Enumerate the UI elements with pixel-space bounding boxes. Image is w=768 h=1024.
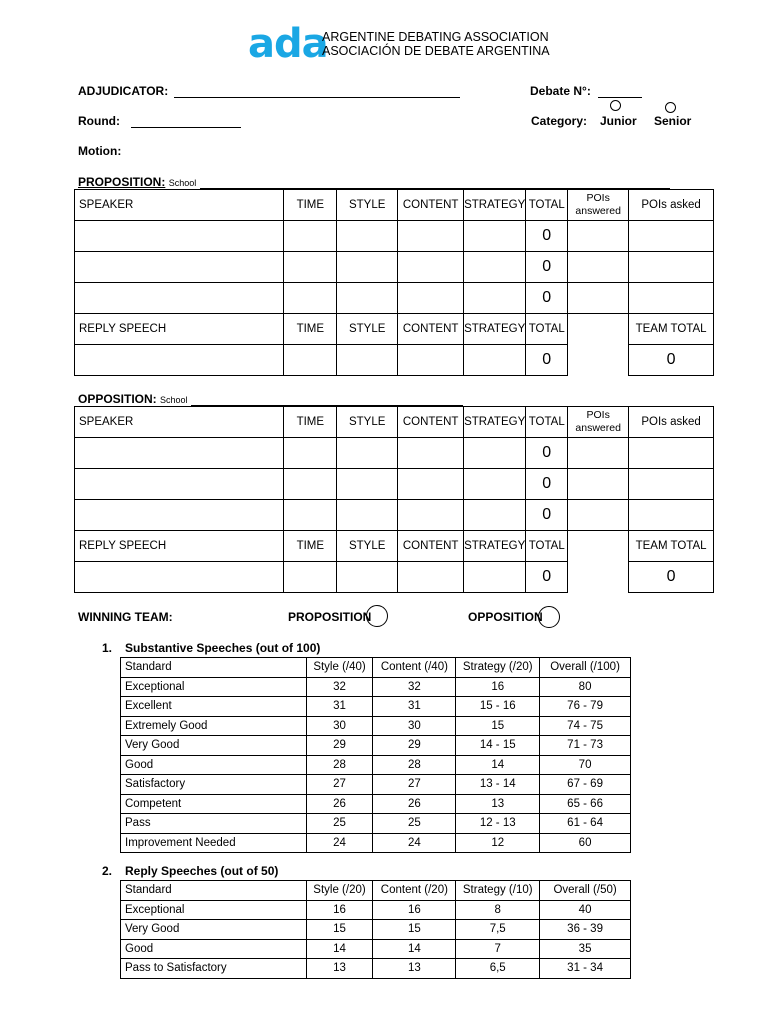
- adjudicator-label: ADJUDICATOR:: [78, 84, 169, 98]
- col-time: TIME: [284, 190, 337, 221]
- col-total: TOTAL: [526, 314, 568, 345]
- table-row: [121, 755, 631, 775]
- value-cell: 80: [540, 677, 631, 697]
- col-strategy: STRATEGY: [464, 407, 526, 438]
- content-cell[interactable]: [398, 438, 464, 469]
- proposition-school-line: [200, 176, 670, 189]
- col-strategy: Strategy (/10): [456, 881, 540, 901]
- content-cell[interactable]: [398, 221, 464, 252]
- style-cell[interactable]: [337, 438, 398, 469]
- reply-speaker-cell[interactable]: [75, 562, 284, 593]
- table-row: [121, 814, 631, 834]
- pois-asked-cell[interactable]: [629, 500, 714, 531]
- value-cell: 14: [306, 939, 373, 959]
- value-cell: 8: [456, 900, 540, 920]
- reply-number: 2.: [102, 864, 113, 878]
- standard-cell: Good: [121, 755, 307, 775]
- standard-cell: Pass: [121, 814, 307, 834]
- value-cell: 30: [373, 716, 456, 736]
- table-row: [121, 920, 631, 940]
- substantive-standards-table: [120, 657, 631, 853]
- value-cell: 32: [373, 677, 456, 697]
- value-cell: 30: [306, 716, 373, 736]
- table-row: [121, 697, 631, 717]
- winning-proposition-label: PROPOSITION: [288, 610, 372, 624]
- col-style: STYLE: [337, 190, 398, 221]
- proposition-school-field[interactable]: [78, 175, 670, 189]
- content-cell[interactable]: [398, 345, 464, 376]
- table-row: [121, 939, 631, 959]
- table-row: [75, 283, 714, 314]
- value-cell: 31: [373, 697, 456, 717]
- value-cell: 13: [373, 959, 456, 979]
- value-cell: 29: [373, 736, 456, 756]
- table-row: [75, 500, 714, 531]
- table-row: [121, 900, 631, 920]
- reply-total-cell: 0: [526, 345, 568, 376]
- pois-answered-cell[interactable]: [568, 469, 629, 500]
- standard-cell: Pass to Satisfactory: [121, 959, 307, 979]
- time-cell[interactable]: [284, 438, 337, 469]
- reply-standards-table: [120, 880, 631, 979]
- standard-cell: Satisfactory: [121, 775, 307, 795]
- col-total: TOTAL: [526, 407, 568, 438]
- style-cell[interactable]: [337, 345, 398, 376]
- value-cell: 14 - 15: [456, 736, 540, 756]
- value-cell: 15: [373, 920, 456, 940]
- substantive-number: 1.: [102, 641, 113, 655]
- opposition-school-label: School: [160, 395, 188, 405]
- time-cell[interactable]: [284, 252, 337, 283]
- pois-asked-cell[interactable]: [629, 469, 714, 500]
- col-style: Style (/20): [306, 881, 373, 901]
- value-cell: 35: [540, 939, 631, 959]
- content-cell[interactable]: [398, 283, 464, 314]
- col-style: STYLE: [337, 407, 398, 438]
- col-total: TOTAL: [526, 190, 568, 221]
- col-total: TOTAL: [526, 531, 568, 562]
- value-cell: 27: [373, 775, 456, 795]
- value-cell: 61 - 64: [540, 814, 631, 834]
- proposition-score-table: [74, 189, 714, 376]
- table-row: [121, 775, 631, 795]
- table-row: [75, 221, 714, 252]
- value-cell: 6,5: [456, 959, 540, 979]
- pois-asked-cell[interactable]: [629, 252, 714, 283]
- col-reply-speech: REPLY SPEECH: [75, 314, 284, 345]
- team-total-label: TEAM TOTAL: [629, 314, 714, 345]
- table-row: [75, 345, 714, 376]
- value-cell: 14: [456, 755, 540, 775]
- speaker-cell[interactable]: [75, 500, 284, 531]
- junior-radio[interactable]: [610, 100, 621, 111]
- value-cell: 16: [456, 677, 540, 697]
- team-total-cell: 0: [629, 345, 714, 376]
- proposition-winner-radio[interactable]: [366, 605, 388, 627]
- org-name-en: ARGENTINE DEBATING ASSOCIATION: [322, 30, 549, 44]
- style-cell[interactable]: [337, 469, 398, 500]
- value-cell: 32: [306, 677, 373, 697]
- junior-label: Junior: [600, 114, 637, 128]
- value-cell: 25: [373, 814, 456, 834]
- col-style: STYLE: [337, 531, 398, 562]
- debate-number-field[interactable]: [530, 84, 642, 98]
- team-total-cell: 0: [629, 562, 714, 593]
- value-cell: 15: [306, 920, 373, 940]
- speaker-cell[interactable]: [75, 469, 284, 500]
- content-cell[interactable]: [398, 252, 464, 283]
- category-label: Category:: [531, 114, 588, 128]
- total-cell: 0: [526, 500, 568, 531]
- proposition-school-label: School: [168, 178, 197, 188]
- opposition-label: OPPOSITION:: [78, 392, 157, 406]
- standard-cell: Exceptional: [121, 900, 307, 920]
- col-content: CONTENT: [398, 190, 464, 221]
- value-cell: 74 - 75: [540, 716, 631, 736]
- col-content: Content (/20): [373, 881, 456, 901]
- value-cell: 25: [306, 814, 373, 834]
- value-cell: 12 - 13: [456, 814, 540, 834]
- time-cell[interactable]: [284, 221, 337, 252]
- col-standard: Standard: [121, 881, 307, 901]
- style-cell[interactable]: [337, 221, 398, 252]
- strategy-cell[interactable]: [464, 500, 526, 531]
- pois-asked-cell[interactable]: [629, 283, 714, 314]
- pois-answered-cell[interactable]: [568, 252, 629, 283]
- senior-label: Senior: [654, 114, 692, 128]
- value-cell: 67 - 69: [540, 775, 631, 795]
- value-cell: 16: [373, 900, 456, 920]
- value-cell: 13 - 14: [456, 775, 540, 795]
- speaker-cell[interactable]: [75, 438, 284, 469]
- col-content: Content (/40): [373, 658, 456, 678]
- standard-cell: Good: [121, 939, 307, 959]
- standard-cell: Extremely Good: [121, 716, 307, 736]
- total-cell: 0: [526, 221, 568, 252]
- col-content: CONTENT: [398, 314, 464, 345]
- total-cell: 0: [526, 469, 568, 500]
- strategy-cell[interactable]: [464, 221, 526, 252]
- standard-cell: Very Good: [121, 736, 307, 756]
- debate-number-label: Debate N°:: [530, 84, 591, 98]
- opposition-school-line: [191, 393, 463, 406]
- col-standard: Standard: [121, 658, 307, 678]
- col-speaker: SPEAKER: [75, 190, 284, 221]
- value-cell: 28: [373, 755, 456, 775]
- senior-radio[interactable]: [665, 102, 676, 113]
- col-overall: Overall (/100): [540, 658, 631, 678]
- value-cell: 13: [306, 959, 373, 979]
- value-cell: 13: [456, 794, 540, 814]
- col-style: STYLE: [337, 314, 398, 345]
- col-reply-speech: REPLY SPEECH: [75, 531, 284, 562]
- table-row: [121, 959, 631, 979]
- opposition-school-field[interactable]: [78, 392, 463, 406]
- col-strategy: Strategy (/20): [456, 658, 540, 678]
- value-cell: 26: [306, 794, 373, 814]
- standard-cell: Improvement Needed: [121, 833, 307, 853]
- col-pois-asked: POIs asked: [629, 190, 714, 221]
- table-row: [121, 677, 631, 697]
- adjudicator-field[interactable]: [78, 84, 460, 98]
- winning-team-label: WINNING TEAM:: [78, 610, 173, 624]
- value-cell: 71 - 73: [540, 736, 631, 756]
- col-strategy: STRATEGY: [464, 190, 526, 221]
- round-line: [131, 115, 241, 128]
- table-row: [75, 252, 714, 283]
- table-row: [121, 716, 631, 736]
- value-cell: 14: [373, 939, 456, 959]
- strategy-cell[interactable]: [464, 438, 526, 469]
- time-cell[interactable]: [284, 500, 337, 531]
- content-cell[interactable]: [398, 562, 464, 593]
- debate-number-line: [598, 85, 642, 98]
- value-cell: 7,5: [456, 920, 540, 940]
- col-strategy: STRATEGY: [464, 314, 526, 345]
- value-cell: 40: [540, 900, 631, 920]
- reply-title: Reply Speeches (out of 50): [125, 864, 279, 878]
- value-cell: 31 - 34: [540, 959, 631, 979]
- style-cell[interactable]: [337, 500, 398, 531]
- table-row: [75, 438, 714, 469]
- time-cell[interactable]: [284, 283, 337, 314]
- col-time: TIME: [284, 407, 337, 438]
- total-cell: 0: [526, 252, 568, 283]
- standard-cell: Excellent: [121, 697, 307, 717]
- table-row: [75, 562, 714, 593]
- col-strategy: STRATEGY: [464, 531, 526, 562]
- strategy-cell[interactable]: [464, 562, 526, 593]
- value-cell: 15: [456, 716, 540, 736]
- col-time: TIME: [284, 531, 337, 562]
- pois-answered-cell[interactable]: [568, 283, 629, 314]
- col-content: CONTENT: [398, 407, 464, 438]
- speaker-cell[interactable]: [75, 283, 284, 314]
- col-pois-answered: POIs answered: [568, 190, 629, 221]
- pois-asked-cell[interactable]: [629, 221, 714, 252]
- col-pois-answered: POIs answered: [568, 407, 629, 438]
- strategy-cell[interactable]: [464, 469, 526, 500]
- col-time: TIME: [284, 314, 337, 345]
- reply-speaker-cell[interactable]: [75, 345, 284, 376]
- time-cell[interactable]: [284, 562, 337, 593]
- content-cell[interactable]: [398, 469, 464, 500]
- style-cell[interactable]: [337, 562, 398, 593]
- round-label: Round:: [78, 114, 120, 128]
- value-cell: 12: [456, 833, 540, 853]
- standard-cell: Exceptional: [121, 677, 307, 697]
- col-content: CONTENT: [398, 531, 464, 562]
- time-cell[interactable]: [284, 469, 337, 500]
- round-field[interactable]: [78, 114, 241, 128]
- value-cell: 28: [306, 755, 373, 775]
- value-cell: 7: [456, 939, 540, 959]
- value-cell: 16: [306, 900, 373, 920]
- col-style: Style (/40): [306, 658, 373, 678]
- table-row: [121, 833, 631, 853]
- total-cell: 0: [526, 283, 568, 314]
- value-cell: 76 - 79: [540, 697, 631, 717]
- table-row: [121, 736, 631, 756]
- strategy-cell[interactable]: [464, 252, 526, 283]
- speaker-cell[interactable]: [75, 221, 284, 252]
- adjudicator-line: [174, 85, 460, 98]
- ada-logo: ada: [248, 21, 328, 67]
- value-cell: 27: [306, 775, 373, 795]
- pois-answered-cell[interactable]: [568, 500, 629, 531]
- motion-label: Motion:: [78, 144, 122, 158]
- proposition-label: PROPOSITION:: [78, 175, 166, 189]
- substantive-title: Substantive Speeches (out of 100): [125, 641, 321, 655]
- col-speaker: SPEAKER: [75, 407, 284, 438]
- col-pois-asked: POIs asked: [629, 407, 714, 438]
- value-cell: 31: [306, 697, 373, 717]
- org-name-es: ASOCIACIÓN DE DEBATE ARGENTINA: [322, 44, 550, 58]
- strategy-cell[interactable]: [464, 345, 526, 376]
- style-cell[interactable]: [337, 252, 398, 283]
- value-cell: 70: [540, 755, 631, 775]
- value-cell: 65 - 66: [540, 794, 631, 814]
- pois-asked-cell[interactable]: [629, 438, 714, 469]
- pois-answered-cell[interactable]: [568, 438, 629, 469]
- value-cell: 24: [373, 833, 456, 853]
- value-cell: 24: [306, 833, 373, 853]
- value-cell: 60: [540, 833, 631, 853]
- time-cell[interactable]: [284, 345, 337, 376]
- value-cell: 29: [306, 736, 373, 756]
- value-cell: 26: [373, 794, 456, 814]
- team-total-label: TEAM TOTAL: [629, 531, 714, 562]
- speaker-cell[interactable]: [75, 252, 284, 283]
- reply-total-cell: 0: [526, 562, 568, 593]
- value-cell: 36 - 39: [540, 920, 631, 940]
- table-row: [75, 469, 714, 500]
- standard-cell: Competent: [121, 794, 307, 814]
- strategy-cell[interactable]: [464, 283, 526, 314]
- table-row: [121, 794, 631, 814]
- value-cell: 15 - 16: [456, 697, 540, 717]
- opposition-score-table: [74, 406, 714, 593]
- opposition-winner-radio[interactable]: [538, 606, 560, 628]
- pois-answered-cell[interactable]: [568, 221, 629, 252]
- style-cell[interactable]: [337, 283, 398, 314]
- col-overall: Overall (/50): [540, 881, 631, 901]
- winning-opposition-label: OPPOSITION: [468, 610, 543, 624]
- content-cell[interactable]: [398, 500, 464, 531]
- standard-cell: Very Good: [121, 920, 307, 940]
- total-cell: 0: [526, 438, 568, 469]
